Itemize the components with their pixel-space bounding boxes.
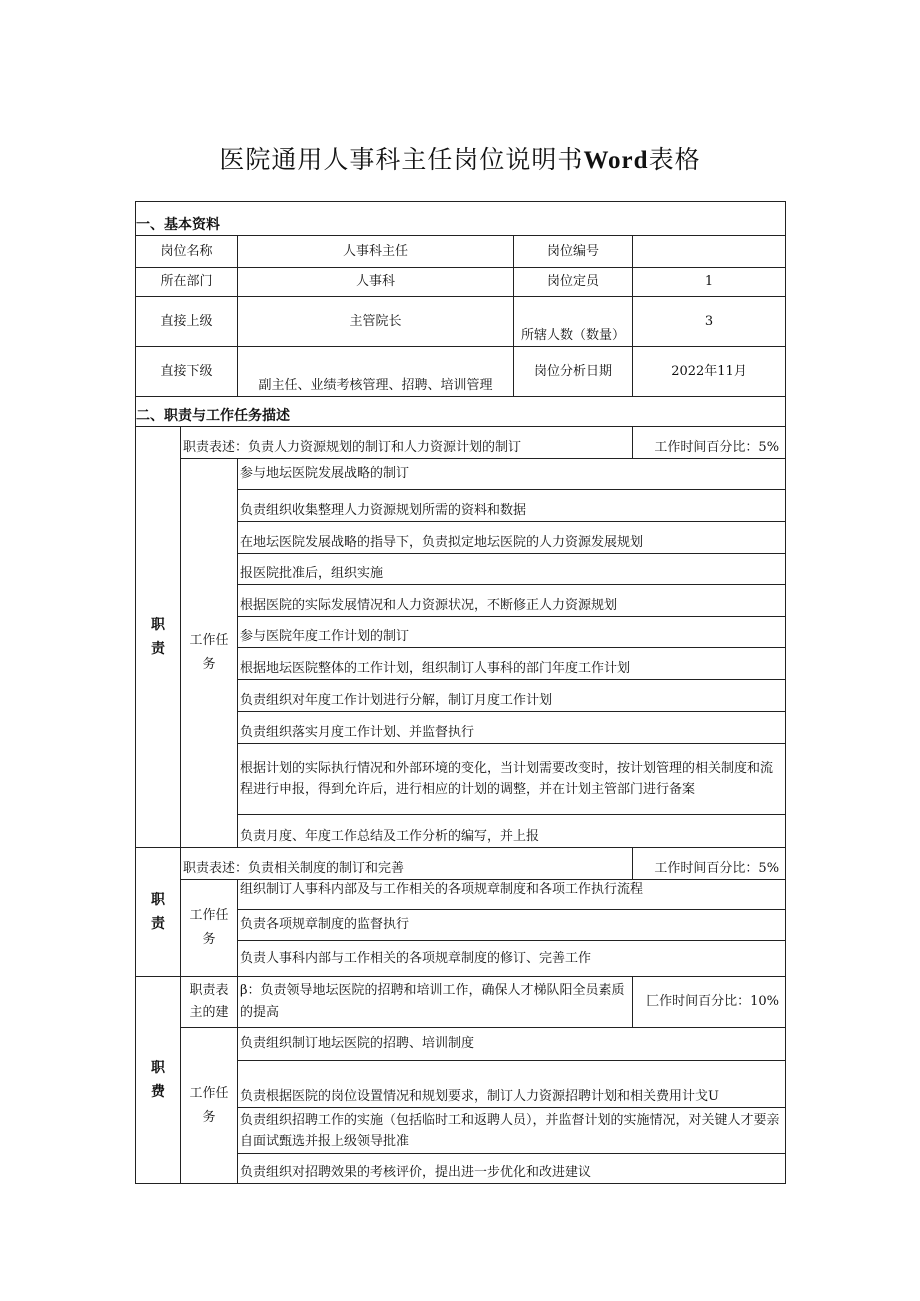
duty2-task: 负责各项规章制度的监督执行 <box>238 910 786 941</box>
duty1-task: 参与医院年度工作计划的制订 <box>238 617 786 648</box>
duty3-task-label <box>181 1028 238 1184</box>
duty3-statement-label-text: 职责表 主的建 <box>189 983 229 1020</box>
label-position-name: 岗位名称 <box>136 236 238 268</box>
duty3-task: 负责组织招聘工作的实施（包括临时工和返聘人员），并监督计划的实施情况，对关键人才要亲自面试甄选并报上级领导批准 <box>238 1108 786 1154</box>
duty2-task: 组织制订人事科内部及与工作相关的各项规章制度和各项工作执行流程 <box>238 880 786 910</box>
label-direct-superior: 直接上级 <box>136 297 238 347</box>
duty1-task: 负责组织对年度工作计划进行分解，制订月度工作计划 <box>238 680 786 712</box>
title-word: Word <box>583 147 649 174</box>
duty3-statement-label <box>181 977 238 1028</box>
duty3-statement: β：负责领导地坛医院的招聘和培训工作，确保人才梯队阳全员素质的提高 <box>238 977 633 1028</box>
duty2-time-pct: 工作时间百分比：5% <box>633 848 786 880</box>
document-title <box>0 140 920 176</box>
duty2-statement: 职责表述：负责相关制度的制订和完善 <box>181 848 633 880</box>
duty3-task: 负责根据医院的岗位设置情况和规划要求，制订人力资源招聘计划和相关费用计戈U <box>238 1061 786 1108</box>
value-position-code <box>633 236 786 268</box>
label-direct-subordinate: 直接下级 <box>136 347 238 397</box>
value-direct-subordinate: 副主任、业绩考核管理、招聘、培训管理 <box>238 347 514 397</box>
value-department: 人事科 <box>238 268 514 297</box>
duty3-task: 负责组织对招聘效果的考核评价，提出进一步优化和改进建议 <box>238 1154 786 1184</box>
duty1-task: 根据计划的实际执行情况和外部环境的变化，当计划需要改变时，按计划管理的相关制度和流程进行申报，得到允许后，进行相应的计划的调整，并在计划主管部门进行备案 <box>238 744 786 815</box>
duty1-label-text: 职 责 <box>151 617 165 657</box>
title-suffix: 表格 <box>648 145 701 174</box>
duty3-task-label-text: 工作任 务 <box>189 1085 229 1125</box>
section-duties: 二、职责与工作任务描述 <box>136 397 786 427</box>
label-analysis-date: 岗位分析日期 <box>514 347 633 397</box>
title-prefix: 医院通用人事科主任岗位说明书 <box>219 145 584 174</box>
duty1-statement: 职责表述：负责人力资源规划的制订和人力资源计划的制订 <box>181 427 633 459</box>
duty1-task: 负责月度、年度工作总结及工作分析的编写，并上报 <box>238 815 786 848</box>
value-analysis-date: 2022年11月 <box>633 347 786 397</box>
duty1-task-label <box>181 459 238 848</box>
label-position-code: 岗位编号 <box>514 236 633 268</box>
value-direct-superior: 主管院长 <box>238 297 514 347</box>
value-headcount: 1 <box>633 268 786 297</box>
duty1-label <box>136 427 181 848</box>
label-headcount: 岗位定员 <box>514 268 633 297</box>
duty1-task: 负责组织收集整理人力资源规划所需的资料和数据 <box>238 490 786 522</box>
duty3-label <box>136 977 181 1184</box>
duty1-task: 参与地坛医院发展战略的制订 <box>238 459 786 490</box>
duty3-time-pct: 匚作时间百分比：10% <box>633 977 786 1028</box>
label-subordinate-count: 所辖人数（数量） <box>514 297 633 347</box>
value-position-name: 人事科主任 <box>238 236 514 268</box>
duty1-task: 根据医院的实际发展情况和人力资源状况，不断修正人力资源规划 <box>238 585 786 617</box>
value-subordinate-count: 3 <box>633 297 786 347</box>
duty3-label-text: 职 费 <box>151 1060 165 1100</box>
duty2-task: 负责人事科内部与工作相关的各项规章制度的修订、完善工作 <box>238 941 786 977</box>
duty2-task-label-text: 工作任 务 <box>189 908 229 947</box>
duty3-task: 负责组织制订地坛医院的招聘、培训制度 <box>238 1028 786 1061</box>
duty1-time-pct: 工作时间百分比：5% <box>633 427 786 459</box>
duty2-task-label <box>181 880 238 977</box>
duty1-task: 报医院批准后，组织实施 <box>238 554 786 585</box>
duty1-task: 在地坛医院发展战略的指导下，负责拟定地坛医院的人力资源发展规划 <box>238 522 786 554</box>
duty1-task: 根据地坛医院整体的工作计划，组织制订人事科的部门年度工作计划 <box>238 648 786 680</box>
duty2-label-text: 职 责 <box>151 892 165 932</box>
job-description-table <box>135 201 786 1184</box>
section-basic-info: 一、基本资料 <box>136 202 786 236</box>
duty2-label <box>136 848 181 977</box>
duty1-task-label-text: 工作任 务 <box>189 633 229 672</box>
label-department: 所在部门 <box>136 268 238 297</box>
duty1-task: 负责组织落实月度工作计划、并监督执行 <box>238 712 786 744</box>
